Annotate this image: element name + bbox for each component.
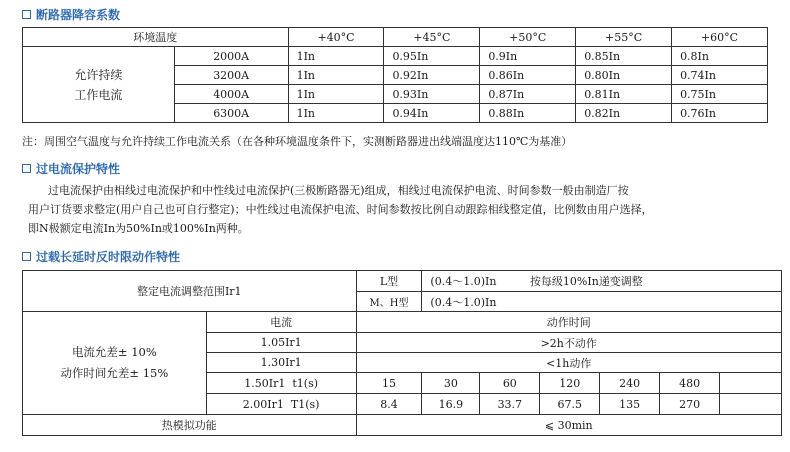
header-temp-40: +40°C — [288, 28, 384, 47]
value-cell: 0.75In — [672, 85, 768, 104]
table-row — [23, 312, 782, 333]
value-cell: 1In — [288, 104, 384, 123]
overload-table — [22, 270, 782, 436]
current-multiple: 2.00Ir1 T1(s) — [206, 394, 356, 415]
value-cell: 0.86In — [480, 66, 576, 85]
header-temp-45: +45°C — [384, 28, 480, 47]
row-label-line: 工作电流 — [74, 87, 123, 102]
value-cell: 0.8In — [672, 47, 768, 66]
value-cell: 1In — [288, 85, 384, 104]
tolerance-line: 电流允差± 10% — [71, 345, 157, 359]
time-value: 270 — [660, 394, 720, 415]
paragraph-line: 即N极额定电流In为50%In或100%In两种。 — [28, 222, 249, 235]
current-multiple: 1.50Ir1 t1(s) — [206, 373, 356, 394]
header-temp-60: +60°C — [672, 28, 768, 47]
type-mh-range: (0.4～1.0)In — [422, 292, 782, 312]
section-title: 过电流保护特性 — [36, 161, 121, 176]
type-l-adjust: 按每级10%In递变调整 — [529, 275, 643, 288]
time-value: 135 — [600, 394, 660, 415]
value-cell: 0.76In — [672, 104, 768, 123]
type-l-settings — [422, 271, 782, 292]
paragraph-line: 用户订货要求整定(用户自己也可自行整定)；中性线过电流保护电流、时间参数按比例自动跟踪相线整定值，比例数由用户选择， — [28, 203, 653, 216]
value-cell: 0.81In — [576, 85, 672, 104]
time-value: 480 — [660, 373, 720, 394]
checkbox-square-icon — [22, 252, 31, 261]
value-cell: 0.74In — [672, 66, 768, 85]
header-temp-50: +50°C — [480, 28, 576, 47]
section-title: 断路器降容系数 — [36, 7, 121, 22]
overcurrent-description — [28, 181, 768, 238]
type-l-range: (0.4～1.0)In — [430, 275, 497, 288]
time-value: 33.7 — [480, 394, 540, 415]
time-value: 120 — [540, 373, 600, 394]
table-header-row — [23, 28, 768, 47]
derating-note: 注：周围空气温度与允许持续工作电流关系（在各种环境温度条件下，实测断路器进出线端温度达110℃为基准） — [22, 135, 573, 148]
rating-cell: 4000A — [174, 85, 288, 104]
rating-cell: 2000A — [174, 47, 288, 66]
type-l-label: L型 — [356, 271, 422, 292]
tolerance-label — [23, 312, 207, 415]
row-label-continuous-current — [23, 47, 175, 123]
time-value: 60 — [480, 373, 540, 394]
derating-table — [22, 27, 768, 123]
value-cell: 0.82In — [576, 104, 672, 123]
time-value: 240 — [600, 373, 660, 394]
trip-time: >2h不动作 — [356, 333, 781, 353]
value-cell: 1In — [288, 47, 384, 66]
time-value: 16.9 — [422, 394, 480, 415]
value-cell: 0.87In — [480, 85, 576, 104]
value-cell: 0.93In — [384, 85, 480, 104]
value-cell: 0.85In — [576, 47, 672, 66]
thermal-label: 热模拟功能 — [23, 415, 357, 436]
table-row — [23, 415, 782, 436]
rating-cell: 6300A — [174, 104, 288, 123]
time-value: 15 — [356, 373, 422, 394]
section-title: 过载长延时反时限动作特性 — [36, 249, 181, 264]
row-label-line: 允许持续 — [74, 67, 123, 82]
time-value: 67.5 — [540, 394, 600, 415]
empty-cell — [720, 394, 782, 415]
checkbox-square-icon — [22, 164, 31, 173]
value-cell: 0.95In — [384, 47, 480, 66]
trip-time: <1h动作 — [356, 353, 781, 373]
table-row — [23, 271, 782, 292]
checkbox-square-icon — [22, 10, 31, 19]
section-heading-overload — [22, 248, 180, 264]
value-cell: 1In — [288, 66, 384, 85]
section-heading-overcurrent — [22, 160, 120, 176]
rating-cell: 3200A — [174, 66, 288, 85]
thermal-value: ⩽ 30min — [356, 415, 781, 436]
paragraph-line: 过电流保护由相线过电流保护和中性线过电流保护(三极断路器无)组成，相线过电流保护电流、时间参数一般由制造厂按 — [48, 184, 629, 197]
time-value: 8.4 — [356, 394, 422, 415]
range-label: 整定电流调整范围Ir1 — [23, 271, 357, 312]
table-row — [23, 47, 768, 66]
value-cell: 0.88In — [480, 104, 576, 123]
header-temp-55: +55°C — [576, 28, 672, 47]
value-cell: 0.94In — [384, 104, 480, 123]
header-ambient-temp: 环境温度 — [23, 28, 289, 47]
value-cell: 0.9In — [480, 47, 576, 66]
type-mh-label: M、H型 — [356, 292, 422, 312]
column-header-current: 电流 — [206, 312, 356, 333]
value-cell: 0.92In — [384, 66, 480, 85]
empty-cell — [720, 373, 782, 394]
section-heading-derating — [22, 6, 120, 22]
value-cell: 0.80In — [576, 66, 672, 85]
time-value: 30 — [422, 373, 480, 394]
current-multiple: 1.30Ir1 — [206, 353, 356, 373]
tolerance-line: 动作时间允差± 15% — [60, 366, 169, 380]
current-multiple: 1.05Ir1 — [206, 333, 356, 353]
column-header-time: 动作时间 — [356, 312, 781, 333]
